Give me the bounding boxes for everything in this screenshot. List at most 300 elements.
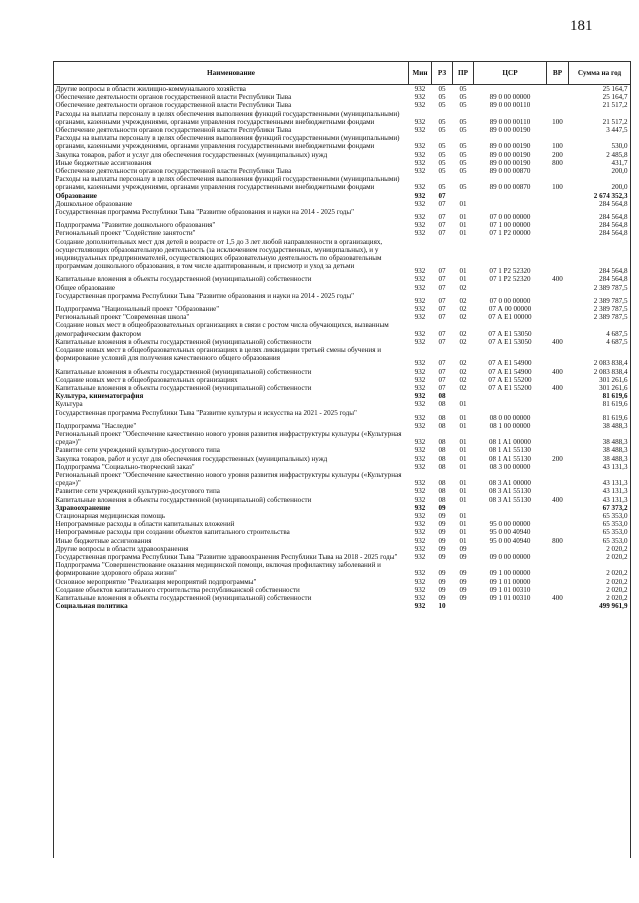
row-pr: 01 <box>459 487 467 496</box>
row-sum: 65 353,0 <box>602 520 628 529</box>
row-vr: 800 <box>552 536 563 545</box>
row-vr <box>547 167 569 175</box>
table-row <box>54 504 631 512</box>
row-pr: 09 <box>459 544 467 553</box>
row-name: Региональный проект "Содействие занятости" <box>55 229 196 238</box>
header-pr: ПР <box>453 62 474 85</box>
row-vr <box>547 292 569 305</box>
row-name: Региональный проект "Современная школа" <box>55 313 190 322</box>
row-name: Создание новых мест в общеобразовательных организациях в связи с ростом числа обучающихся, вызванным демографическим фактором <box>55 321 389 338</box>
row-min: 932 <box>414 313 426 322</box>
row-rz: 08 <box>438 462 446 471</box>
row-rz: 07 <box>438 329 446 338</box>
row-sum: 200,0 <box>611 167 628 176</box>
row-min: 932 <box>414 142 426 151</box>
row-sum: 284 564,8 <box>599 221 628 230</box>
row-csr: 95 0 00 40940 <box>489 528 531 537</box>
row-name: Государственная программа Республики Тыва "Развитие образования и науки на 2014 - 2025 годы" <box>55 291 355 300</box>
table-row <box>54 229 631 237</box>
row-pr: 05 <box>459 93 467 102</box>
row-csr: 09 1 00 00000 <box>489 569 531 578</box>
table-row <box>54 422 631 430</box>
table-row <box>54 602 631 610</box>
row-name: Здравоохранение <box>55 503 111 512</box>
row-rz: 07 <box>438 283 446 292</box>
row-vr: 400 <box>552 367 563 376</box>
row-min: 932 <box>414 528 426 537</box>
row-name: Создание объектов капитального строительства республиканской собственности <box>55 585 300 594</box>
row-pr: 05 <box>459 101 467 110</box>
row-name: Образование <box>55 191 97 200</box>
row-csr: 07 А E1 55200 <box>488 375 532 384</box>
row-name: Подпрограмма "Совершенствование оказания медицинской помощи, включая профилактику заболеваний и формирование здорового образа жизни" <box>55 561 381 578</box>
row-min: 932 <box>414 487 426 496</box>
row-csr <box>474 400 547 408</box>
row-csr: 95 0 00 00000 <box>489 520 531 529</box>
table-row <box>54 110 631 126</box>
row-name: Государственная программа Республики Тыва "Развитие образования и науки на 2014 - 2025 годы" <box>55 208 355 217</box>
row-rz: 05 <box>438 142 446 151</box>
row-pr: 05 <box>459 117 467 126</box>
row-rz: 09 <box>438 577 446 586</box>
row-csr <box>474 512 547 520</box>
row-pr: 01 <box>459 400 467 409</box>
row-csr: 09 0 00 00000 <box>489 552 531 561</box>
row-vr <box>547 512 569 520</box>
row-sum: 2 020,2 <box>606 569 628 578</box>
row-pr <box>453 602 474 610</box>
row-min: 932 <box>414 438 426 447</box>
row-sum: 38 488,3 <box>602 454 628 463</box>
row-sum: 3 447,5 <box>606 126 628 135</box>
header-csr: ЦСР <box>474 62 547 85</box>
row-name: Другие вопросы в области здравоохранения <box>55 544 189 553</box>
row-pr: 01 <box>459 454 467 463</box>
table-row <box>54 487 631 495</box>
header-sum: Сумма на год <box>569 62 631 85</box>
row-vr <box>547 409 569 422</box>
row-rz: 09 <box>438 511 446 520</box>
row-sum: 38 488,3 <box>602 421 628 430</box>
row-pr: 05 <box>459 158 467 167</box>
row-csr: 08 1 A1 55130 <box>489 446 531 455</box>
row-rz: 08 <box>438 479 446 488</box>
row-pr: 02 <box>459 359 467 368</box>
row-rz: 08 <box>438 421 446 430</box>
row-min: 932 <box>414 305 426 314</box>
row-pr: 09 <box>459 569 467 578</box>
row-vr: 200 <box>552 454 563 463</box>
row-vr: 400 <box>552 275 563 284</box>
row-csr <box>474 504 547 512</box>
row-csr: 07 А E1 00000 <box>488 313 532 322</box>
row-name: Капитальные вложения в объекты государственной (муниципальной) собственности <box>55 495 312 504</box>
row-name: Культура <box>55 400 83 409</box>
row-csr: 89 0 00 00870 <box>489 167 531 176</box>
row-csr: 89 0 00 00190 <box>489 142 531 151</box>
row-sum: 2 083 838,4 <box>593 367 628 376</box>
row-vr <box>547 85 569 94</box>
row-min: 932 <box>414 221 426 230</box>
row-min: 932 <box>414 191 426 200</box>
row-sum: 284 564,8 <box>599 199 628 208</box>
row-rz: 05 <box>438 101 446 110</box>
table-row <box>54 346 631 367</box>
table-row <box>54 537 631 545</box>
table-body <box>54 85 631 611</box>
row-vr: 100 <box>552 142 563 151</box>
row-csr: 07 А E1 54900 <box>488 359 532 368</box>
row-pr: 05 <box>459 183 467 192</box>
row-rz: 05 <box>438 93 446 102</box>
row-vr <box>547 200 569 208</box>
table-row <box>54 192 631 200</box>
row-name: Обеспечение деятельности органов государственной власти Республики Тыва <box>55 126 292 135</box>
row-pr: 01 <box>459 528 467 537</box>
row-csr: 89 0 00 00110 <box>489 117 531 126</box>
row-min: 932 <box>414 495 426 504</box>
row-csr: 08 3 00 00000 <box>489 462 531 471</box>
row-pr: 01 <box>459 267 467 276</box>
row-name: Региональный проект "Обеспечение качественно нового уровня развития инфраструктуры культуры («Культурная среда»)" <box>55 470 402 488</box>
row-name: Капитальные вложения в объекты государственной (муниципальной) собственности <box>55 337 312 346</box>
row-csr: 07 1 P2 52320 <box>489 267 531 276</box>
table-row <box>54 292 631 305</box>
table-row <box>54 578 631 586</box>
row-rz: 07 <box>438 229 446 238</box>
row-min: 932 <box>414 602 426 611</box>
row-csr: 07 А E1 53050 <box>488 337 532 346</box>
row-rz: 08 <box>438 495 446 504</box>
row-name: Подпрограмма "Национальный проект "Образование" <box>55 305 220 314</box>
row-rz: 09 <box>438 593 446 602</box>
row-csr <box>474 284 547 292</box>
table-row <box>54 175 631 191</box>
row-vr <box>547 586 569 594</box>
row-csr: 07 А E1 54900 <box>488 367 532 376</box>
row-name: Расходы на выплаты персоналу в целях обеспечения выполнения функций государственными (муниципальными) органами, казенными учреждениями, органами управления государственными внебюджетными фондами <box>55 134 400 151</box>
row-vr <box>547 238 569 276</box>
row-min: 932 <box>414 400 426 409</box>
row-rz: 07 <box>438 305 446 314</box>
table-row <box>54 134 631 150</box>
row-sum: 43 131,3 <box>602 495 628 504</box>
row-sum: 43 131,3 <box>602 479 628 488</box>
table-row <box>54 200 631 208</box>
row-rz: 07 <box>438 375 446 384</box>
row-pr: 01 <box>459 438 467 447</box>
row-name: Стационарная медицинская помощь <box>55 511 166 520</box>
table-row <box>54 101 631 109</box>
table-row <box>54 167 631 175</box>
row-sum: 2 020,2 <box>606 544 628 553</box>
row-sum: 21 517,2 <box>602 101 628 110</box>
row-vr <box>547 284 569 292</box>
row-sum: 301 261,6 <box>599 375 628 384</box>
row-csr: 09 1 01 00310 <box>489 585 531 594</box>
row-name: Капитальные вложения в объекты государственной (муниципальной) собственности <box>55 383 312 392</box>
row-pr: 02 <box>459 367 467 376</box>
row-vr: 400 <box>552 593 563 602</box>
row-pr: 02 <box>459 313 467 322</box>
row-min: 932 <box>414 454 426 463</box>
row-csr: 95 0 00 40940 <box>489 536 531 545</box>
row-pr: 05 <box>459 126 467 135</box>
row-vr <box>547 126 569 134</box>
row-vr <box>547 561 569 577</box>
row-vr <box>547 578 569 586</box>
row-pr: 01 <box>459 536 467 545</box>
row-min: 932 <box>414 520 426 529</box>
row-min: 932 <box>414 544 426 553</box>
row-min: 932 <box>414 367 426 376</box>
row-name: Непрограммные расходы при создании объектов капитального строительства <box>55 528 290 537</box>
row-name: Иные бюджетные ассигнования <box>55 158 152 167</box>
table-row <box>54 553 631 561</box>
row-pr <box>453 504 474 512</box>
row-name: Закупка товаров, работ и услуг для обеспечения государственных (муниципальных) нужд <box>55 150 328 159</box>
row-sum: 4 687,5 <box>606 329 628 338</box>
row-sum: 284 564,8 <box>599 229 628 238</box>
row-rz: 08 <box>438 392 446 401</box>
row-pr: 05 <box>459 142 467 151</box>
row-min: 932 <box>414 267 426 276</box>
row-csr: 08 3 A1 55130 <box>489 487 531 496</box>
row-min: 932 <box>414 577 426 586</box>
table-row <box>54 221 631 229</box>
header-vr: ВР <box>547 62 569 85</box>
row-min: 932 <box>414 296 426 305</box>
row-pr <box>453 192 474 200</box>
row-min: 932 <box>414 511 426 520</box>
row-pr: 05 <box>459 167 467 176</box>
row-sum: 65 353,0 <box>602 528 628 537</box>
row-rz: 07 <box>438 275 446 284</box>
table-row <box>54 586 631 594</box>
row-csr: 07 1 P2 00000 <box>489 229 531 238</box>
row-min: 932 <box>414 158 426 167</box>
row-rz: 07 <box>438 267 446 276</box>
row-vr <box>547 553 569 561</box>
row-csr: 08 1 00 00000 <box>489 421 531 430</box>
row-pr: 01 <box>459 229 467 238</box>
row-rz: 09 <box>438 528 446 537</box>
row-min: 932 <box>414 329 426 338</box>
row-csr: 07 0 00 00000 <box>489 296 531 305</box>
row-vr <box>547 321 569 337</box>
row-min: 932 <box>414 446 426 455</box>
row-min: 932 <box>414 199 426 208</box>
row-sum: 530,0 <box>611 142 628 151</box>
row-min: 932 <box>414 337 426 346</box>
row-vr <box>547 520 569 528</box>
row-pr: 02 <box>459 383 467 392</box>
row-pr: 02 <box>459 305 467 314</box>
row-rz: 07 <box>438 191 446 200</box>
row-sum: 2 389 787,5 <box>593 296 628 305</box>
row-csr: 08 1 A1 55130 <box>489 454 531 463</box>
table-header <box>54 62 631 85</box>
table-row <box>54 512 631 520</box>
row-pr: 02 <box>459 283 467 292</box>
row-pr: 01 <box>459 275 467 284</box>
row-vr <box>547 446 569 454</box>
row-rz: 07 <box>438 199 446 208</box>
row-name: Расходы на выплаты персоналу в целях обеспечения выполнения функций государственными (муниципальными) органами, казенными учреждениями, органами управления государственными внебюджетными фондами <box>55 109 400 126</box>
row-rz: 05 <box>438 85 446 93</box>
row-name: Основное мероприятие "Реализация мероприятий подпрограммы" <box>55 577 257 586</box>
table-row <box>54 430 631 446</box>
row-rz: 05 <box>438 183 446 192</box>
row-sum: 284 564,8 <box>599 213 628 222</box>
row-min: 932 <box>414 503 426 512</box>
row-name: Социальная политика <box>55 602 128 611</box>
row-name: Дошкольное образование <box>55 199 133 208</box>
table-row <box>54 305 631 313</box>
row-pr: 02 <box>459 296 467 305</box>
row-csr: 89 0 00 00110 <box>489 101 531 110</box>
row-name: Капитальные вложения в объекты государственной (муниципальной) собственности <box>55 593 312 602</box>
row-rz: 07 <box>438 337 446 346</box>
table-row <box>54 392 631 400</box>
row-sum: 38 488,3 <box>602 438 628 447</box>
row-sum: 2 020,2 <box>606 552 628 561</box>
row-rz: 07 <box>438 296 446 305</box>
row-sum: 25 164,7 <box>602 85 628 93</box>
row-rz: 09 <box>438 544 446 553</box>
row-name: Обеспечение деятельности органов государственной власти Республики Тыва <box>55 93 292 102</box>
row-rz: 07 <box>438 213 446 222</box>
row-vr <box>547 208 569 221</box>
row-min: 932 <box>414 552 426 561</box>
row-min: 932 <box>414 213 426 222</box>
row-vr <box>547 430 569 446</box>
row-min: 932 <box>414 383 426 392</box>
row-csr: 89 0 00 00190 <box>489 150 531 159</box>
row-sum: 43 131,3 <box>602 487 628 496</box>
row-vr <box>547 101 569 109</box>
row-name: Подпрограмма "Наследие" <box>55 421 137 430</box>
row-csr: 09 1 01 00000 <box>489 577 531 586</box>
row-rz: 07 <box>438 359 446 368</box>
row-min: 932 <box>414 569 426 578</box>
table-row <box>54 409 631 422</box>
row-min: 932 <box>414 150 426 159</box>
table-row <box>54 471 631 487</box>
row-min: 932 <box>414 101 426 110</box>
table-row <box>54 594 631 602</box>
row-min: 932 <box>414 183 426 192</box>
row-rz: 07 <box>438 221 446 230</box>
row-min: 932 <box>414 479 426 488</box>
row-sum: 4 687,5 <box>606 337 628 346</box>
row-vr <box>547 545 569 553</box>
row-csr: 08 1 A1 00000 <box>489 438 531 447</box>
row-vr: 800 <box>552 158 563 167</box>
row-pr: 09 <box>459 552 467 561</box>
row-sum: 81 619,6 <box>602 400 628 409</box>
row-pr: 01 <box>459 446 467 455</box>
row-name: Подпрограмма "Развитие дошкольного образования" <box>55 221 216 230</box>
row-csr: 07 А E1 55200 <box>488 383 532 392</box>
row-csr: 08 3 A1 00000 <box>489 479 531 488</box>
row-vr: 100 <box>552 183 563 192</box>
row-vr: 400 <box>552 337 563 346</box>
row-vr <box>547 392 569 400</box>
row-pr: 01 <box>459 462 467 471</box>
table-row <box>54 463 631 471</box>
table-row <box>54 93 631 101</box>
row-min: 932 <box>414 413 426 422</box>
row-rz: 08 <box>438 487 446 496</box>
row-name: Обеспечение деятельности органов государственной власти Республики Тыва <box>55 167 292 176</box>
row-rz: 05 <box>438 117 446 126</box>
row-name: Другие вопросы в области жилищно-коммунального хозяйства <box>55 85 246 93</box>
row-csr <box>474 85 547 94</box>
row-rz: 07 <box>438 367 446 376</box>
row-min: 932 <box>414 536 426 545</box>
table-row <box>54 528 631 536</box>
row-pr: 01 <box>459 421 467 430</box>
row-vr: 200 <box>552 150 563 159</box>
row-sum: 38 488,3 <box>602 446 628 455</box>
row-rz: 09 <box>438 552 446 561</box>
row-vr <box>547 400 569 408</box>
row-csr: 07 А 00 00000 <box>488 305 532 314</box>
row-rz: 09 <box>438 569 446 578</box>
row-sum: 200,0 <box>611 183 628 192</box>
row-vr <box>547 602 569 610</box>
table-row <box>54 545 631 553</box>
row-sum: 301 261,6 <box>599 383 628 392</box>
row-pr: 02 <box>459 337 467 346</box>
row-min: 932 <box>414 117 426 126</box>
row-vr <box>547 528 569 536</box>
row-rz: 08 <box>438 413 446 422</box>
row-rz: 09 <box>438 503 446 512</box>
row-min: 932 <box>414 375 426 384</box>
row-vr <box>547 346 569 367</box>
row-name: Государственная программа Республики Тыва "Развитие культуры и искусства на 2021 - 2025 годы" <box>55 408 357 417</box>
header-min: Мин <box>409 62 432 85</box>
row-sum: 81 619,6 <box>602 392 628 401</box>
row-vr <box>547 422 569 430</box>
row-csr <box>474 192 547 200</box>
row-min: 932 <box>414 462 426 471</box>
table-row <box>54 321 631 337</box>
row-csr: 07 А E1 53050 <box>488 329 532 338</box>
row-name: Региональный проект "Обеспечение качественно нового уровня развития инфраструктуры культуры («Культурная среда»)" <box>55 429 402 447</box>
row-sum: 2 674 352,3 <box>593 191 628 200</box>
row-rz: 08 <box>438 446 446 455</box>
row-pr: 01 <box>459 213 467 222</box>
row-name: Расходы на выплаты персоналу в целях обеспечения выполнения функций государственными (муниципальными) органами, казенными учреждениями, органами управления государственными внебюджетными фондами <box>55 175 400 192</box>
row-pr: 09 <box>459 585 467 594</box>
row-sum: 81 619,6 <box>602 413 628 422</box>
row-csr: 89 0 00 00190 <box>489 126 531 135</box>
row-vr <box>547 487 569 495</box>
table-row <box>54 313 631 321</box>
row-pr: 01 <box>459 479 467 488</box>
row-vr <box>547 471 569 487</box>
row-vr <box>547 313 569 321</box>
row-vr: 400 <box>552 383 563 392</box>
row-min: 932 <box>414 283 426 292</box>
row-name: Развитие сети учреждений культурно-досугового типа <box>55 487 220 496</box>
row-min: 932 <box>414 167 426 176</box>
row-rz: 05 <box>438 158 446 167</box>
row-min: 932 <box>414 359 426 368</box>
